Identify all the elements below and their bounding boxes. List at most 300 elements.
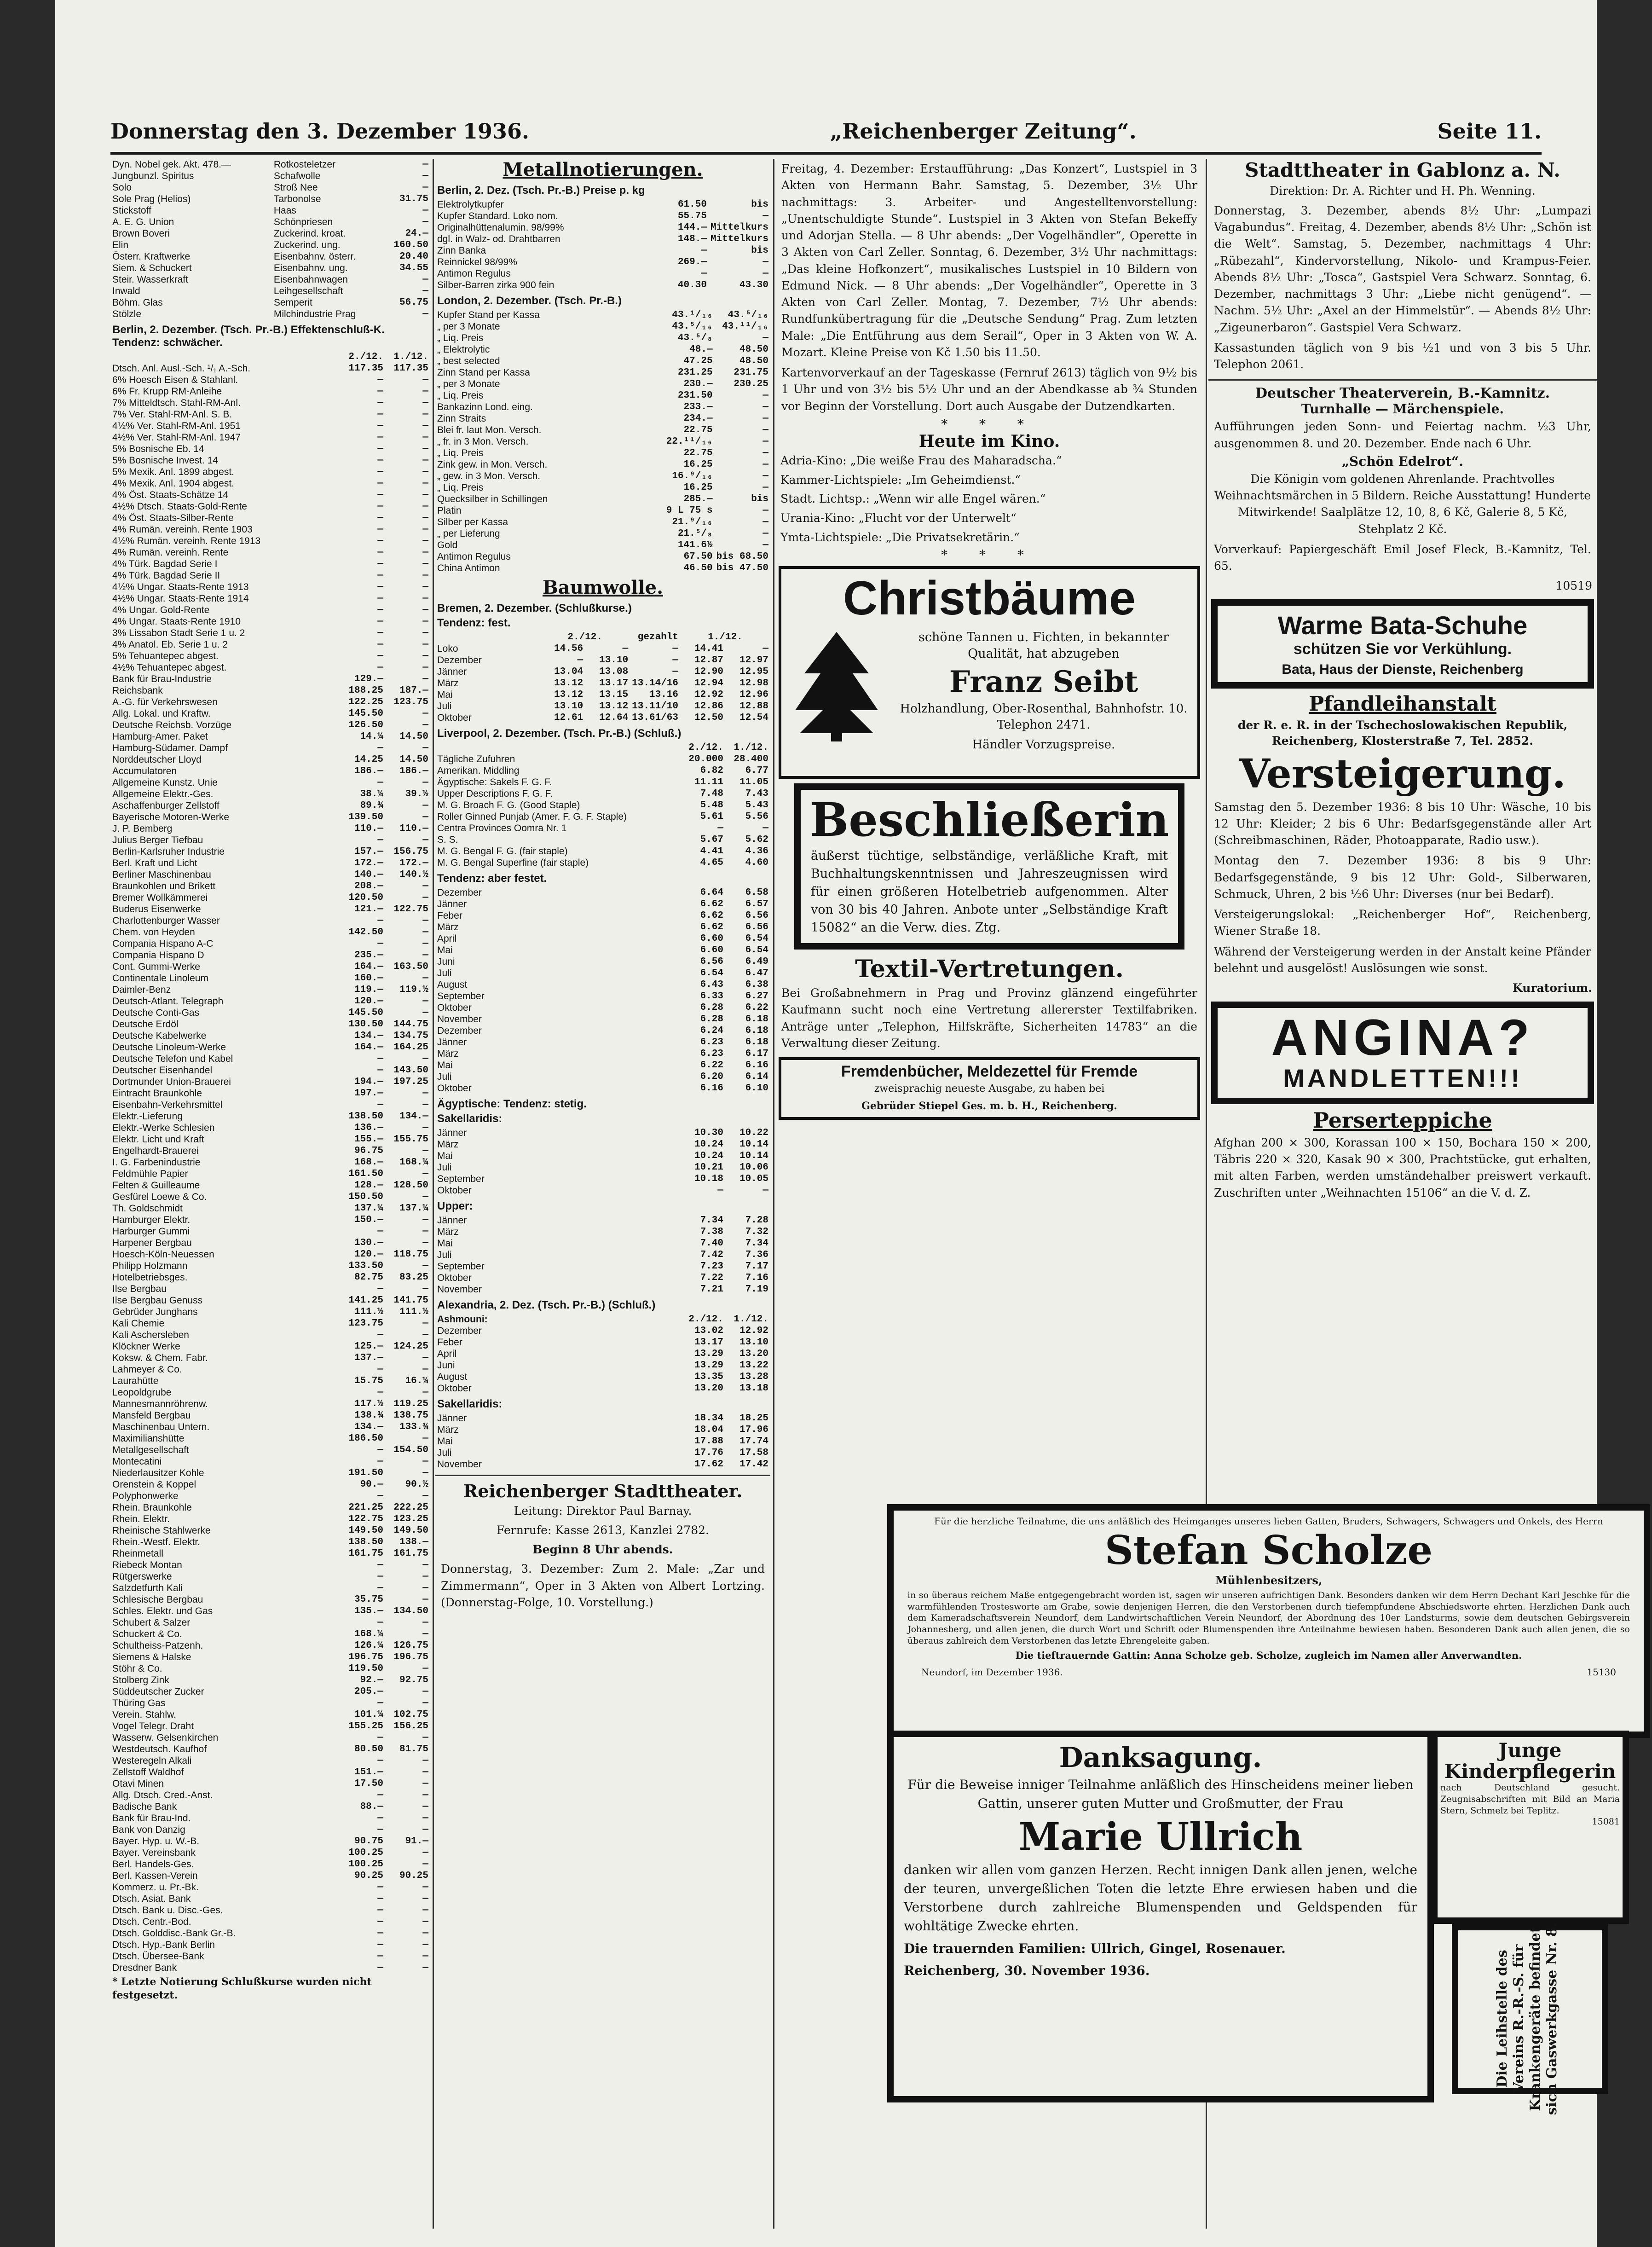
table-row <box>435 979 770 990</box>
row-value: — <box>377 743 383 753</box>
row-value: — <box>377 628 383 638</box>
row-value: — <box>422 375 428 385</box>
row-value: — <box>422 1583 428 1593</box>
row-label: Eisenbahnv. österr. <box>273 251 356 262</box>
row-value: 134.— <box>354 1422 383 1432</box>
row-value: 13.20 <box>739 1349 768 1359</box>
row-value: — <box>422 1951 428 1962</box>
table-row <box>110 593 430 604</box>
row-value: — <box>422 547 428 558</box>
row-label: Stöhr & Co. <box>112 1663 162 1674</box>
row-value: 137.¼ <box>354 1203 383 1214</box>
row-value: 122.75 <box>348 1514 383 1524</box>
row-value: 140.½ <box>399 869 428 880</box>
row-value: 111.½ <box>354 1307 383 1317</box>
row-value: 144.— <box>677 222 707 233</box>
pawn-item: Versteigerungslokal: „Reichenberger Hof“, Reichenberg, Wiener Straße 18. <box>1214 908 1591 938</box>
kamnitz-sub: Turnhalle — Märchenspiele. <box>1301 401 1504 417</box>
row-value: 128.50 <box>393 1180 428 1191</box>
row-value: — <box>422 881 428 892</box>
row-value: 40.30 <box>677 280 707 290</box>
row-label: Badische Bank <box>112 1801 177 1812</box>
row-value: 191.50 <box>348 1468 383 1478</box>
kamnitz-sale: Vorverkauf: Papiergeschäft Emil Josef Fleck, B.-Kamnitz, Tel. 65. <box>1214 542 1591 573</box>
row-value: — <box>377 467 383 477</box>
row-value: Mittelkurs <box>710 222 768 233</box>
row-value: 24.— <box>405 228 428 239</box>
row-label: Allg. Lokal. und Kraftw. <box>112 708 211 719</box>
row-label: „ best selected <box>437 356 500 366</box>
table-row <box>110 915 430 927</box>
row-value: 6.22 <box>745 1002 768 1013</box>
table-row <box>435 199 770 210</box>
row-label: 5% Bosnische Invest. 14 <box>112 455 218 466</box>
row-value: — <box>422 720 428 730</box>
row-label: November <box>437 1014 482 1025</box>
row-label: Elektr.-Lieferung <box>112 1111 183 1122</box>
row-label: Oktober <box>437 1383 472 1394</box>
table-row <box>110 1836 430 1847</box>
row-label: Loko <box>437 643 458 654</box>
row-label: Jänner <box>437 666 467 677</box>
row-value: 5.61 <box>700 811 723 822</box>
row-label: 4½% Ver. Stahl-RM-Anl. 1947 <box>112 432 241 443</box>
table-row <box>435 436 770 447</box>
row-label: Centra Provinces Oomra Nr. 1 <box>437 823 567 834</box>
kamnitz-play: „Schön Edelrot“. <box>1341 453 1464 469</box>
table-row <box>110 1398 430 1410</box>
table-row <box>435 1173 770 1185</box>
table-row <box>110 1674 430 1686</box>
row-label: Polyphonwerke <box>112 1491 179 1501</box>
row-label: Maschinenbau Untern. <box>112 1422 210 1432</box>
row-label: „ Liq. Preis <box>437 482 484 493</box>
table-row <box>110 1444 430 1456</box>
row-value: — <box>701 245 707 256</box>
row-value: — <box>377 432 383 443</box>
row-value: 90.25 <box>354 1871 383 1881</box>
row-value: 4.41 <box>700 846 723 857</box>
row-value: — <box>422 950 428 961</box>
table-row <box>110 719 430 731</box>
row-value: — <box>377 1940 383 1950</box>
row-label: Chem. von Heyden <box>112 927 195 938</box>
row-label: 4% Rumän. vereinh. Rente 1903 <box>112 524 253 535</box>
table-row <box>110 1433 430 1444</box>
row-value: 6.49 <box>745 956 768 967</box>
row-value: 13.12 <box>599 701 629 712</box>
row-value: 20.40 <box>399 251 428 262</box>
row-value: 139.50 <box>348 812 383 822</box>
row-value: 186.50 <box>348 1433 383 1444</box>
kamnitz-title: Deutscher Theaterverein, B.-Kamnitz. <box>1255 385 1550 402</box>
row-value: — <box>422 432 428 443</box>
row-value: 151.— <box>354 1767 383 1778</box>
row-value: 7.28 <box>745 1215 768 1226</box>
row-value: 13.61/63 <box>632 712 678 723</box>
table-row <box>110 1720 430 1732</box>
kino-item: Urania-Kino: „Flucht vor der Unterwelt“ <box>780 511 1017 525</box>
row-value: 129.— <box>354 674 383 684</box>
row-value: — <box>762 402 768 412</box>
table-row <box>435 268 770 279</box>
row-value: — <box>377 1065 383 1076</box>
row-value: 111.½ <box>399 1307 428 1317</box>
row-label: Elin <box>112 240 129 250</box>
table-row <box>110 1306 430 1318</box>
equipment-rental-ad <box>1452 1922 1608 2115</box>
row-label: Siem. & Schuckert <box>112 263 192 273</box>
obituary-scholze <box>887 1504 1650 1738</box>
row-value: — <box>422 513 428 523</box>
row-value: — <box>422 1364 428 1375</box>
row-label: 4% Ungar. Gold-Rente <box>112 605 210 615</box>
row-label: 4% Anatol. Eb. Serie 1 u. 2 <box>112 639 228 650</box>
row-value: 18.25 <box>739 1413 768 1424</box>
table-row <box>110 1283 430 1295</box>
table-row <box>110 1249 430 1260</box>
row-label: Dtsch. Centr.-Bod. <box>112 1917 191 1927</box>
table-row <box>110 239 430 251</box>
row-value: — <box>377 915 383 926</box>
row-value: — <box>377 375 383 385</box>
table-row <box>110 1157 430 1168</box>
row-label: Bayerische Motoren-Werke <box>112 812 230 822</box>
table-row <box>110 1421 430 1433</box>
row-value: — <box>762 390 768 401</box>
row-value: — <box>422 1824 428 1835</box>
table-row <box>110 1203 430 1214</box>
row-value: 154.50 <box>393 1445 428 1455</box>
obit-sign: Die trauernden Familien: Ullrich, Gingel, Rosenauer. <box>904 1940 1286 1956</box>
kamnitz-play-text: Die Königin vom goldenen Ahrenlande. Prachtvolles Weihnachtsmärchen in 5 Bildern. Reiche Ausstattung! Hunderte Mitwirkende! Saalplätze 12, 10, 8, 6 Kč, Galerie 8, 5 Kč, Stehplatz 2 Kč. <box>1214 472 1591 536</box>
row-value: 7.21 <box>700 1284 723 1295</box>
obit-title: Danksagung. <box>1059 1742 1262 1774</box>
row-value: 13.15 <box>599 689 629 700</box>
row-label: S. S. <box>437 834 458 845</box>
row-value: — <box>422 1284 428 1294</box>
row-value: — <box>422 570 428 581</box>
table-row <box>435 887 770 898</box>
table-row <box>110 731 430 742</box>
row-label: 4% Ungar. Staats-Rente 1910 <box>112 616 241 627</box>
table-row <box>110 1628 430 1640</box>
row-value: — <box>422 1594 428 1605</box>
row-label: Berl. Kassen-Verein <box>112 1871 198 1881</box>
row-value: 5.48 <box>700 800 723 811</box>
row-value: 134.75 <box>393 1031 428 1041</box>
ad-title: Beschließerin <box>809 792 1169 847</box>
row-value: bis 47.50 <box>716 563 768 573</box>
row-label: Bremer Wollkämmerei <box>112 892 208 903</box>
row-label: Dyn. Nobel gek. Akt. 478.— <box>112 159 231 170</box>
obit-place: Neundorf, im Dezember 1936. <box>921 1666 1063 1678</box>
row-value: 138.75 <box>393 1410 428 1421</box>
row-value: 16.⁹/₁₆ <box>672 471 713 481</box>
table-row <box>110 205 430 216</box>
table-row <box>110 262 430 274</box>
row-label: 7% Ver. Stahl-RM-Anl. S. B. <box>112 409 232 420</box>
row-value: — <box>377 1445 383 1455</box>
row-value: — <box>377 1963 383 1973</box>
table-row <box>435 233 770 245</box>
table-row <box>435 1083 770 1094</box>
row-label: Sole Prag (Helios) <box>112 194 191 204</box>
table-row <box>435 401 770 413</box>
row-value: — <box>422 1698 428 1708</box>
row-value: — <box>377 1732 383 1743</box>
tendenz-line: Tendenz: aber festet. <box>437 872 547 885</box>
row-value: 150.50 <box>348 1192 383 1202</box>
row-value: — <box>762 333 768 343</box>
table-row <box>110 673 430 685</box>
table-row <box>110 159 430 170</box>
row-value: — <box>422 501 428 512</box>
row-value: — <box>762 257 768 267</box>
bremen-header-row <box>435 631 770 643</box>
row-value: — <box>422 1940 428 1950</box>
row-label: Daimler-Benz <box>112 985 171 995</box>
row-label: Haas <box>273 205 296 216</box>
kino-title: Heute im Kino. <box>918 431 1060 451</box>
row-value: 128.— <box>354 1180 383 1191</box>
row-label: M. G. Broach F. G. (Good Staple) <box>437 800 580 811</box>
row-value: 134.— <box>399 1111 428 1122</box>
obit-code: 15130 <box>1587 1666 1616 1678</box>
row-value: — <box>762 1185 768 1196</box>
ad-text: zweisprachig neueste Ausgabe, zu haben bei <box>874 1083 1105 1095</box>
row-value: — <box>422 1491 428 1501</box>
row-label: September <box>437 1174 485 1184</box>
row-label: Allgemeine Kunstz. Unie <box>112 777 218 788</box>
row-label: Montecatini <box>112 1456 162 1467</box>
table-row <box>435 222 770 233</box>
table-row <box>110 170 430 182</box>
row-value: 55.75 <box>677 211 707 221</box>
separator-stars: * * * <box>941 416 1038 432</box>
table-row <box>110 374 430 386</box>
row-value: 4.60 <box>745 857 768 868</box>
row-value: 12.97 <box>739 655 768 666</box>
row-value: — <box>762 517 768 527</box>
row-label: Hoesch-Köln-Neuessen <box>112 1249 214 1260</box>
table-row <box>110 512 430 524</box>
row-value: — <box>377 582 383 592</box>
row-value: 10.06 <box>739 1162 768 1173</box>
row-value: 117.35 <box>348 363 383 374</box>
row-value: 186.— <box>354 766 383 776</box>
obit-name: Stefan Scholze <box>1104 1527 1433 1574</box>
row-label: Thüring Gas <box>112 1698 166 1708</box>
row-value: 13.10 <box>554 701 583 712</box>
row-value: 13.14/16 <box>632 678 678 689</box>
row-label: September <box>437 1261 485 1272</box>
row-value: 120.— <box>354 1249 383 1260</box>
table-row <box>110 1352 430 1364</box>
table-row <box>110 604 430 616</box>
row-value: 21.⁵/₈ <box>677 528 713 539</box>
row-value: 43.30 <box>739 280 768 290</box>
table-row <box>110 274 430 285</box>
pawn-title: Pfandleihanstalt <box>1309 692 1496 716</box>
obit-text: danken wir allen vom ganzen Herzen. Recht innigen Dank allen jenen, welche der teuren, unvergeßlichen Toten die letzte Ehre erwiesen haben und die Verstorbene durch zahlreiche Blumenspenden und Geldspenden für wohltätige Zwecke ehrten. <box>904 1862 1417 1934</box>
alex-header-row <box>435 1314 770 1325</box>
row-value: 197.— <box>354 1088 383 1099</box>
table-row <box>110 1145 430 1157</box>
row-value: 172.— <box>354 858 383 869</box>
table-row <box>110 696 430 708</box>
row-label: Hamburg-Südamer. Dampf <box>112 743 228 753</box>
row-label: Westdeutsch. Kaufhof <box>112 1744 207 1755</box>
berlin-quotes-table <box>110 351 430 1974</box>
row-label: M. G. Bengal Superfine (fair staple) <box>437 857 589 868</box>
row-value: 6.20 <box>700 1071 723 1082</box>
table-row <box>435 1013 770 1025</box>
row-value: 233.— <box>683 402 713 412</box>
sakel2-table <box>435 1413 770 1470</box>
row-label: Buderus Eisenwerke <box>112 904 201 915</box>
row-value: 6.82 <box>700 765 723 776</box>
row-label: Gebrüder Junghans <box>112 1307 198 1317</box>
row-value: 269.— <box>677 257 707 267</box>
table-row <box>435 493 770 505</box>
bremen-tendenz: Tendenz: fest. <box>437 617 511 629</box>
row-value: 46.50 <box>683 563 713 573</box>
row-value: — <box>377 1951 383 1962</box>
table-row <box>435 1185 770 1196</box>
row-value: 82.75 <box>354 1272 383 1283</box>
row-value: 168.¼ <box>354 1629 383 1639</box>
row-value: 231.25 <box>677 367 713 378</box>
table-row <box>435 765 770 776</box>
table-row <box>110 1134 430 1145</box>
table-row <box>435 967 770 979</box>
row-label: Feber <box>437 910 462 921</box>
row-label: Laurahütte <box>112 1376 159 1386</box>
col-header: 2./12. <box>688 1314 723 1325</box>
row-value: — <box>422 1847 428 1858</box>
table-row <box>110 1272 430 1283</box>
theater-program: Donnerstag, 3. Dezember: Zum 2. Male: „Zar und Zimmermann“, Oper in 3 Akten von Albert Lortzing. (Donnerstag-Folge, 10. Vorstellung.) <box>441 1562 765 1609</box>
table-row <box>435 1238 770 1249</box>
row-value: — <box>377 938 383 949</box>
row-label: Antimon Regulus <box>437 268 511 279</box>
row-value: — <box>422 1387 428 1398</box>
row-value: 5.67 <box>700 834 723 845</box>
row-label: November <box>437 1459 482 1470</box>
row-value: — <box>672 655 678 666</box>
table-row <box>435 1447 770 1459</box>
table-row <box>110 1111 430 1122</box>
row-value: 101.¼ <box>354 1709 383 1720</box>
row-label: Allgemeine Elektr.-Ges. <box>112 789 214 799</box>
row-value: bis <box>751 245 768 256</box>
row-value: 13.12 <box>554 689 583 700</box>
row-value: — <box>377 1387 383 1398</box>
row-value: 20.000 <box>688 754 723 764</box>
row-label: Jänner <box>437 1037 467 1048</box>
table-row <box>110 1905 430 1916</box>
liverpool-title: Liverpool, 2. Dezember. (Tsch. Pr.-B.) (Schluß.) <box>437 727 682 740</box>
row-label: 6% Hoesch Eisen & Stahlanl. <box>112 375 238 385</box>
table-row <box>110 811 430 823</box>
table-row <box>110 765 430 777</box>
row-value: 10.24 <box>694 1139 723 1150</box>
row-value: — <box>377 1100 383 1110</box>
row-value: 138.— <box>399 1537 428 1547</box>
row-label: Bank für Brau-Industrie <box>112 674 212 684</box>
table-row <box>110 308 430 320</box>
table-row <box>110 754 430 765</box>
table-row <box>110 1594 430 1605</box>
row-value: 34.55 <box>399 263 428 273</box>
table-row <box>110 420 430 432</box>
row-value: — <box>422 812 428 822</box>
row-value: bis <box>751 494 768 504</box>
table-row <box>435 1383 770 1394</box>
row-label: Zellstoff Waldhof <box>112 1767 184 1778</box>
table-row <box>110 397 430 409</box>
ad-text: schöne Tannen u. Fichten, in bekannter Qualität, hat abzugeben <box>918 630 1169 661</box>
kino-item: Stadt. Lichtsp.: „Wenn wir alle Engel wären.“ <box>780 492 1046 506</box>
row-label: Milchindustrie Prag <box>273 309 356 319</box>
table-row <box>435 1436 770 1447</box>
table-row <box>110 570 430 581</box>
row-value: 155.75 <box>393 1134 428 1145</box>
top-quotes-table <box>110 159 430 320</box>
row-label: Kali Chemie <box>112 1318 165 1329</box>
row-label: Kali Aschersleben <box>112 1330 189 1340</box>
table-row <box>435 1272 770 1284</box>
row-value: — <box>422 1238 428 1248</box>
row-value: 221.25 <box>348 1502 383 1513</box>
row-label: „ Liq. Preis <box>437 390 484 401</box>
table-row <box>435 562 770 574</box>
table-row <box>110 869 430 880</box>
row-value: bis 68.50 <box>716 551 768 562</box>
row-label: Brown Boveri <box>112 228 170 239</box>
row-value: 136.— <box>354 1123 383 1133</box>
row-value: — <box>422 286 428 296</box>
row-value: 13.04 <box>554 666 583 677</box>
row-value: 133.50 <box>348 1261 383 1271</box>
bata-ad <box>1211 599 1594 689</box>
row-value: — <box>377 1560 383 1570</box>
row-value: 89.¾ <box>360 800 383 811</box>
kino-item: Adria-Kino: „Die weiße Frau des Maharadscha.“ <box>780 453 1062 467</box>
table-row <box>435 1025 770 1037</box>
row-value: 18.04 <box>694 1425 723 1435</box>
row-label: Jänner <box>437 1413 467 1424</box>
ad-address: Holzhandlung, Ober-Rosenthal, Bahnhofstr. 10. Telephon 2471. <box>900 701 1188 732</box>
row-value: — <box>377 616 383 627</box>
table-row <box>110 1318 430 1329</box>
row-value: 12.98 <box>739 678 768 689</box>
row-value: 122.75 <box>393 904 428 915</box>
row-label: Braunkohlen und Brikett <box>112 881 216 892</box>
row-value: 197.25 <box>393 1077 428 1087</box>
row-label: Oktober <box>437 1185 472 1196</box>
row-value: — <box>422 1778 428 1789</box>
row-label: Oktober <box>437 1273 472 1283</box>
berlin-metal-table <box>435 199 770 291</box>
row-label: Salzdetfurth Kali <box>112 1583 183 1593</box>
table-row <box>110 466 430 478</box>
row-label: Charlottenburger Wasser <box>112 915 220 926</box>
row-label: Eintracht Braunkohle <box>112 1088 202 1099</box>
table-row <box>435 344 770 355</box>
table-row <box>435 834 770 846</box>
